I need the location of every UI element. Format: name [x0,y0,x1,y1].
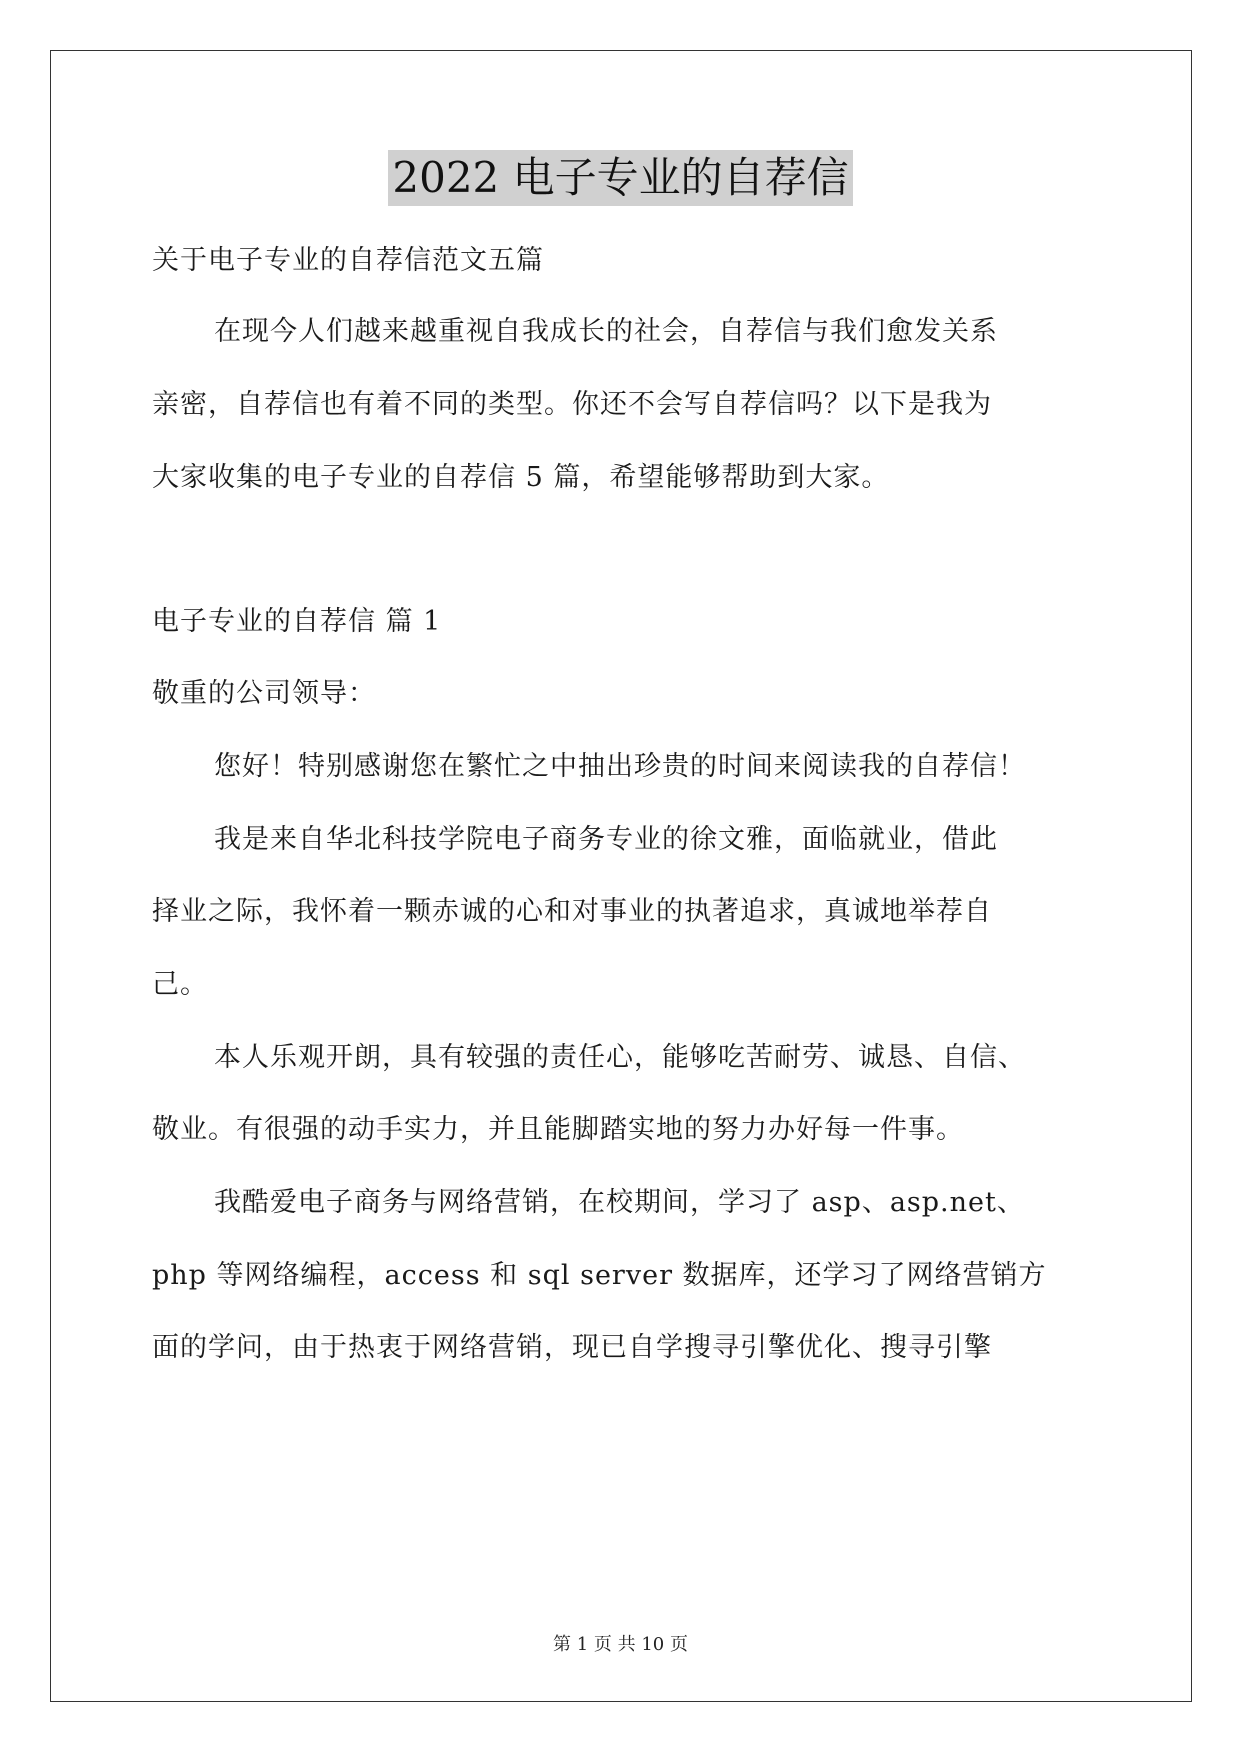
paragraph-line: 己。 [152,969,208,1000]
subtitle-line: 关于电子专业的自荐信范文五篇 [152,245,544,276]
paragraph-line: 本人乐观开朗，具有较强的责任心，能够吃苦耐劳、诚恳、自信、 [214,1042,1026,1073]
page-border [50,50,1192,1702]
paragraph-line: 敬业。有很强的动手实力，并且能脚踏实地的努力办好每一件事。 [152,1114,964,1145]
paragraph-line: 面的学问，由于热衷于网络营销，现已自学搜寻引擎优化、搜寻引擎 [152,1332,992,1363]
paragraph-line: 择业之际，我怀着一颗赤诚的心和对事业的执著追求，真诚地举荐自 [152,896,992,927]
greeting-line: 您好！特别感谢您在繁忙之中抽出珍贵的时间来阅读我的自荐信！ [214,751,1026,782]
intro-line-2: 亲密，自荐信也有着不同的类型。你还不会写自荐信吗？以下是我为 [152,389,992,420]
section-heading: 电子专业的自荐信 篇 1 [152,606,442,637]
paragraph-line: 我酷爱电子商务与网络营销，在校期间，学习了 asp、asp.net、 [214,1187,1025,1218]
intro-line-3: 大家收集的电子专业的自荐信 5 篇，希望能够帮助到大家。 [152,462,890,493]
intro-line-1: 在现今人们越来越重视自我成长的社会，自荐信与我们愈发关系 [214,316,998,347]
paragraph-line: php 等网络编程，access 和 sql server 数据库，还学习了网络营销方 [152,1260,1047,1291]
title-wrap [0,150,1241,206]
page-footer: 第 1 页 共 10 页 [553,1634,688,1655]
document-title: 2022 电子专业的自荐信 [388,150,852,206]
paragraph-line: 我是来自华北科技学院电子商务专业的徐文雅，面临就业，借此 [214,824,998,855]
salutation: 敬重的公司领导： [152,678,376,709]
